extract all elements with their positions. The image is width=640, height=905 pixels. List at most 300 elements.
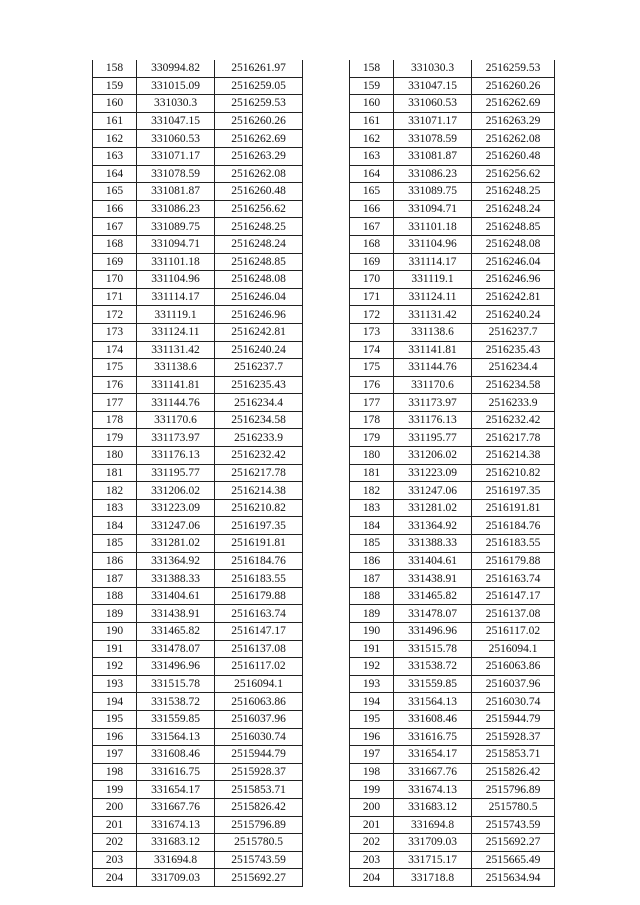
x-coordinate-cell: 331364.92 xyxy=(137,552,215,570)
x-coordinate-cell: 331195.77 xyxy=(137,464,215,482)
table-row xyxy=(93,605,303,623)
y-coordinate-cell: 2516094.1 xyxy=(472,640,555,658)
y-coordinate-cell: 2516217.78 xyxy=(472,429,555,447)
y-coordinate-cell: 2516248.25 xyxy=(472,183,555,201)
point-number-cell: 165 xyxy=(350,183,394,201)
x-coordinate-cell: 331247.06 xyxy=(137,517,215,535)
y-coordinate-cell: 2515928.37 xyxy=(215,763,303,781)
x-coordinate-cell: 331078.59 xyxy=(394,130,472,148)
y-coordinate-cell: 2516248.24 xyxy=(215,235,303,253)
y-coordinate-cell: 2516147.17 xyxy=(472,587,555,605)
y-coordinate-cell: 2516259.53 xyxy=(215,95,303,113)
x-coordinate-cell: 331131.42 xyxy=(137,341,215,359)
table-row xyxy=(93,552,303,570)
table-row xyxy=(350,658,555,676)
y-coordinate-cell: 2516246.96 xyxy=(472,271,555,289)
x-coordinate-cell: 331081.87 xyxy=(137,183,215,201)
y-coordinate-cell: 2515853.71 xyxy=(472,746,555,764)
x-coordinate-cell: 331247.06 xyxy=(394,482,472,500)
y-coordinate-cell: 2516235.43 xyxy=(472,341,555,359)
x-coordinate-cell: 331654.17 xyxy=(137,781,215,799)
x-coordinate-cell: 331141.81 xyxy=(137,376,215,394)
x-coordinate-cell: 331438.91 xyxy=(137,605,215,623)
point-number-cell: 196 xyxy=(350,728,394,746)
point-number-cell: 195 xyxy=(93,710,137,728)
point-number-cell: 159 xyxy=(93,77,137,95)
table-row xyxy=(350,165,555,183)
x-coordinate-cell: 331538.72 xyxy=(394,658,472,676)
point-number-cell: 200 xyxy=(93,798,137,816)
y-coordinate-cell: 2515826.42 xyxy=(472,763,555,781)
y-coordinate-cell: 2516214.38 xyxy=(215,482,303,500)
point-number-cell: 197 xyxy=(93,746,137,764)
table-row xyxy=(350,464,555,482)
point-number-cell: 170 xyxy=(350,271,394,289)
y-coordinate-cell: 2516197.35 xyxy=(215,517,303,535)
x-coordinate-cell: 331206.02 xyxy=(137,482,215,500)
point-number-cell: 190 xyxy=(350,623,394,641)
y-coordinate-cell: 2516234.58 xyxy=(472,376,555,394)
table-row xyxy=(350,587,555,605)
point-number-cell: 184 xyxy=(350,517,394,535)
y-coordinate-cell: 2516233.9 xyxy=(215,429,303,447)
x-coordinate-cell: 331015.09 xyxy=(137,77,215,95)
y-coordinate-cell: 2516248.24 xyxy=(472,200,555,218)
x-coordinate-cell: 331465.82 xyxy=(394,587,472,605)
table-row xyxy=(350,411,555,429)
table-row xyxy=(93,746,303,764)
x-coordinate-cell: 331086.23 xyxy=(394,165,472,183)
x-coordinate-cell: 331081.87 xyxy=(394,147,472,165)
x-coordinate-cell: 331060.53 xyxy=(394,95,472,113)
y-coordinate-cell: 2515796.89 xyxy=(215,816,303,834)
point-number-cell: 158 xyxy=(93,60,137,77)
table-row xyxy=(93,60,303,77)
table-row xyxy=(93,658,303,676)
x-coordinate-cell: 331138.6 xyxy=(394,323,472,341)
y-coordinate-cell: 2516197.35 xyxy=(472,482,555,500)
table-row xyxy=(350,341,555,359)
point-number-cell: 194 xyxy=(93,693,137,711)
point-number-cell: 167 xyxy=(93,218,137,236)
y-coordinate-cell: 2516242.81 xyxy=(472,288,555,306)
x-coordinate-cell: 331101.18 xyxy=(137,253,215,271)
table-row xyxy=(350,253,555,271)
point-number-cell: 182 xyxy=(93,482,137,500)
table-row xyxy=(93,359,303,377)
y-coordinate-cell: 2516260.48 xyxy=(472,147,555,165)
point-number-cell: 163 xyxy=(350,147,394,165)
table-row xyxy=(350,95,555,113)
x-coordinate-cell: 331078.59 xyxy=(137,165,215,183)
table-row xyxy=(350,570,555,588)
point-number-cell: 161 xyxy=(350,112,394,130)
table-row xyxy=(350,130,555,148)
x-coordinate-cell: 331104.96 xyxy=(137,271,215,289)
point-number-cell: 194 xyxy=(350,693,394,711)
table-row xyxy=(93,816,303,834)
table-row xyxy=(350,816,555,834)
table-row xyxy=(93,130,303,148)
point-number-cell: 163 xyxy=(93,147,137,165)
table-row xyxy=(350,499,555,517)
table-row xyxy=(93,95,303,113)
table-row xyxy=(350,798,555,816)
x-coordinate-cell: 331608.46 xyxy=(137,746,215,764)
point-number-cell: 192 xyxy=(93,658,137,676)
y-coordinate-cell: 2516263.29 xyxy=(215,147,303,165)
table-row xyxy=(93,798,303,816)
x-coordinate-cell: 331094.71 xyxy=(394,200,472,218)
point-number-cell: 164 xyxy=(93,165,137,183)
y-coordinate-cell: 2515944.79 xyxy=(472,710,555,728)
x-coordinate-cell: 331071.17 xyxy=(394,112,472,130)
y-coordinate-cell: 2516183.55 xyxy=(215,570,303,588)
table-row xyxy=(93,165,303,183)
point-number-cell: 177 xyxy=(93,394,137,412)
point-number-cell: 199 xyxy=(350,781,394,799)
x-coordinate-cell: 331616.75 xyxy=(394,728,472,746)
x-coordinate-cell: 331173.97 xyxy=(394,394,472,412)
point-number-cell: 195 xyxy=(350,710,394,728)
y-coordinate-cell: 2516246.96 xyxy=(215,306,303,324)
y-coordinate-cell: 2516256.62 xyxy=(215,200,303,218)
point-number-cell: 201 xyxy=(350,816,394,834)
y-coordinate-cell: 2515928.37 xyxy=(472,728,555,746)
point-number-cell: 193 xyxy=(350,675,394,693)
table-row xyxy=(93,710,303,728)
y-coordinate-cell: 2516261.97 xyxy=(215,60,303,77)
table-row xyxy=(350,447,555,465)
x-coordinate-cell: 331496.96 xyxy=(137,658,215,676)
x-coordinate-cell: 331364.92 xyxy=(394,517,472,535)
table-row xyxy=(350,323,555,341)
table-row xyxy=(93,235,303,253)
y-coordinate-cell: 2515743.59 xyxy=(472,816,555,834)
x-coordinate-cell: 331223.09 xyxy=(394,464,472,482)
y-coordinate-cell: 2516256.62 xyxy=(472,165,555,183)
point-number-cell: 174 xyxy=(350,341,394,359)
point-number-cell: 200 xyxy=(350,798,394,816)
point-number-cell: 162 xyxy=(350,130,394,148)
table-row xyxy=(93,323,303,341)
x-coordinate-cell: 331206.02 xyxy=(394,447,472,465)
table-row xyxy=(350,517,555,535)
y-coordinate-cell: 2516232.42 xyxy=(472,411,555,429)
table-row xyxy=(350,218,555,236)
x-coordinate-cell: 331089.75 xyxy=(137,218,215,236)
point-number-cell: 176 xyxy=(350,376,394,394)
point-number-cell: 184 xyxy=(93,517,137,535)
table-row xyxy=(350,376,555,394)
y-coordinate-cell: 2516037.96 xyxy=(472,675,555,693)
x-coordinate-cell: 331138.6 xyxy=(137,359,215,377)
y-coordinate-cell: 2516248.08 xyxy=(472,235,555,253)
point-number-cell: 182 xyxy=(350,482,394,500)
point-number-cell: 175 xyxy=(350,359,394,377)
y-coordinate-cell: 2516191.81 xyxy=(472,499,555,517)
table-row xyxy=(350,728,555,746)
point-number-cell: 188 xyxy=(350,587,394,605)
y-coordinate-cell: 2516163.74 xyxy=(472,570,555,588)
table-row xyxy=(93,376,303,394)
point-number-cell: 188 xyxy=(93,587,137,605)
x-coordinate-cell: 331683.12 xyxy=(394,798,472,816)
table-row xyxy=(93,200,303,218)
table-row xyxy=(93,464,303,482)
point-number-cell: 181 xyxy=(93,464,137,482)
x-coordinate-cell: 331141.81 xyxy=(394,341,472,359)
x-coordinate-cell: 331030.3 xyxy=(394,60,472,77)
y-coordinate-cell: 2516184.76 xyxy=(472,517,555,535)
table-row xyxy=(93,394,303,412)
table-row xyxy=(350,60,555,77)
point-number-cell: 176 xyxy=(93,376,137,394)
y-coordinate-cell: 2516117.02 xyxy=(472,623,555,641)
point-number-cell: 166 xyxy=(93,200,137,218)
table-row xyxy=(350,147,555,165)
x-coordinate-cell: 331101.18 xyxy=(394,218,472,236)
point-number-cell: 171 xyxy=(93,288,137,306)
table-row xyxy=(350,710,555,728)
table-row xyxy=(93,623,303,641)
x-coordinate-cell: 331608.46 xyxy=(394,710,472,728)
x-coordinate-cell: 331173.97 xyxy=(137,429,215,447)
table-row xyxy=(350,675,555,693)
point-number-cell: 190 xyxy=(93,623,137,641)
table-row xyxy=(93,341,303,359)
y-coordinate-cell: 2516248.25 xyxy=(215,218,303,236)
table-row xyxy=(350,77,555,95)
table-row xyxy=(350,781,555,799)
point-number-cell: 180 xyxy=(350,447,394,465)
y-coordinate-cell: 2516248.08 xyxy=(215,271,303,289)
x-coordinate-cell: 331715.17 xyxy=(394,851,472,869)
x-coordinate-cell: 331281.02 xyxy=(137,535,215,553)
y-coordinate-cell: 2516117.02 xyxy=(215,658,303,676)
x-coordinate-cell: 331404.61 xyxy=(394,552,472,570)
table-row xyxy=(350,869,555,887)
x-coordinate-cell: 331089.75 xyxy=(394,183,472,201)
y-coordinate-cell: 2515634.94 xyxy=(472,869,555,887)
x-coordinate-cell: 331170.6 xyxy=(394,376,472,394)
y-coordinate-cell: 2516248.85 xyxy=(472,218,555,236)
x-coordinate-cell: 331674.13 xyxy=(394,781,472,799)
x-coordinate-cell: 331114.17 xyxy=(394,253,472,271)
x-coordinate-cell: 331538.72 xyxy=(137,693,215,711)
x-coordinate-cell: 331104.96 xyxy=(394,235,472,253)
point-number-cell: 203 xyxy=(350,851,394,869)
y-coordinate-cell: 2516137.08 xyxy=(215,640,303,658)
table-row xyxy=(350,288,555,306)
y-coordinate-cell: 2515944.79 xyxy=(215,746,303,764)
point-number-cell: 185 xyxy=(350,535,394,553)
y-coordinate-cell: 2516260.26 xyxy=(215,112,303,130)
x-coordinate-cell: 331223.09 xyxy=(137,499,215,517)
table-row xyxy=(350,623,555,641)
table-row xyxy=(93,147,303,165)
point-number-cell: 164 xyxy=(350,165,394,183)
point-number-cell: 165 xyxy=(93,183,137,201)
point-number-cell: 175 xyxy=(93,359,137,377)
y-coordinate-cell: 2516094.1 xyxy=(215,675,303,693)
y-coordinate-cell: 2516259.05 xyxy=(215,77,303,95)
table-row xyxy=(93,112,303,130)
x-coordinate-cell: 331060.53 xyxy=(137,130,215,148)
table-row xyxy=(350,429,555,447)
y-coordinate-cell: 2516234.58 xyxy=(215,411,303,429)
y-coordinate-cell: 2516240.24 xyxy=(472,306,555,324)
table-row xyxy=(93,517,303,535)
point-number-cell: 202 xyxy=(93,834,137,852)
point-number-cell: 173 xyxy=(350,323,394,341)
x-coordinate-cell: 330994.82 xyxy=(137,60,215,77)
y-coordinate-cell: 2515692.27 xyxy=(215,869,303,887)
x-coordinate-cell: 331718.8 xyxy=(394,869,472,887)
table-row xyxy=(350,394,555,412)
x-coordinate-cell: 331674.13 xyxy=(137,816,215,834)
x-coordinate-cell: 331496.96 xyxy=(394,623,472,641)
x-coordinate-cell: 331047.15 xyxy=(137,112,215,130)
x-coordinate-cell: 331119.1 xyxy=(394,271,472,289)
table-row xyxy=(93,447,303,465)
table-row xyxy=(93,834,303,852)
point-number-cell: 191 xyxy=(93,640,137,658)
point-number-cell: 196 xyxy=(93,728,137,746)
y-coordinate-cell: 2516234.4 xyxy=(215,394,303,412)
point-number-cell: 172 xyxy=(350,306,394,324)
y-coordinate-cell: 2516214.38 xyxy=(472,447,555,465)
x-coordinate-cell: 331683.12 xyxy=(137,834,215,852)
x-coordinate-cell: 331281.02 xyxy=(394,499,472,517)
point-number-cell: 183 xyxy=(350,499,394,517)
y-coordinate-cell: 2516240.24 xyxy=(215,341,303,359)
y-coordinate-cell: 2516210.82 xyxy=(215,499,303,517)
y-coordinate-cell: 2516191.81 xyxy=(215,535,303,553)
x-coordinate-cell: 331438.91 xyxy=(394,570,472,588)
point-number-cell: 173 xyxy=(93,323,137,341)
x-coordinate-cell: 331667.76 xyxy=(394,763,472,781)
y-coordinate-cell: 2516183.55 xyxy=(472,535,555,553)
x-coordinate-cell: 331119.1 xyxy=(137,306,215,324)
table-row xyxy=(93,77,303,95)
table-row xyxy=(93,675,303,693)
x-coordinate-cell: 331144.76 xyxy=(137,394,215,412)
point-number-cell: 191 xyxy=(350,640,394,658)
coordinate-table-left xyxy=(92,60,303,887)
y-coordinate-cell: 2515743.59 xyxy=(215,851,303,869)
x-coordinate-cell: 331694.8 xyxy=(137,851,215,869)
table-row xyxy=(93,728,303,746)
x-coordinate-cell: 331195.77 xyxy=(394,429,472,447)
y-coordinate-cell: 2516232.42 xyxy=(215,447,303,465)
x-coordinate-cell: 331131.42 xyxy=(394,306,472,324)
table-row xyxy=(93,499,303,517)
table-row xyxy=(350,200,555,218)
table-row xyxy=(93,535,303,553)
point-number-cell: 198 xyxy=(93,763,137,781)
coordinate-table-right xyxy=(349,60,555,887)
point-number-cell: 186 xyxy=(350,552,394,570)
y-coordinate-cell: 2516179.88 xyxy=(215,587,303,605)
point-number-cell: 161 xyxy=(93,112,137,130)
x-coordinate-cell: 331564.13 xyxy=(394,693,472,711)
table-row xyxy=(93,429,303,447)
y-coordinate-cell: 2516137.08 xyxy=(472,605,555,623)
table-row xyxy=(350,640,555,658)
table-row xyxy=(93,869,303,887)
x-coordinate-cell: 331030.3 xyxy=(137,95,215,113)
point-number-cell: 174 xyxy=(93,341,137,359)
point-number-cell: 179 xyxy=(350,429,394,447)
y-coordinate-cell: 2516179.88 xyxy=(472,552,555,570)
table-row xyxy=(93,640,303,658)
x-coordinate-cell: 331124.11 xyxy=(137,323,215,341)
point-number-cell: 160 xyxy=(93,95,137,113)
y-coordinate-cell: 2515665.49 xyxy=(472,851,555,869)
point-number-cell: 193 xyxy=(93,675,137,693)
x-coordinate-cell: 331694.8 xyxy=(394,816,472,834)
y-coordinate-cell: 2515796.89 xyxy=(472,781,555,799)
table-row xyxy=(93,411,303,429)
x-coordinate-cell: 331086.23 xyxy=(137,200,215,218)
y-coordinate-cell: 2516235.43 xyxy=(215,376,303,394)
table-row xyxy=(93,218,303,236)
point-number-cell: 198 xyxy=(350,763,394,781)
point-number-cell: 178 xyxy=(93,411,137,429)
table-row xyxy=(93,482,303,500)
x-coordinate-cell: 331465.82 xyxy=(137,623,215,641)
table-row xyxy=(93,587,303,605)
table-row xyxy=(350,693,555,711)
x-coordinate-cell: 331124.11 xyxy=(394,288,472,306)
point-number-cell: 167 xyxy=(350,218,394,236)
table-row xyxy=(350,746,555,764)
coordinate-table-right-body xyxy=(350,60,555,886)
table-row xyxy=(350,482,555,500)
table-row xyxy=(350,535,555,553)
table-row xyxy=(93,781,303,799)
y-coordinate-cell: 2516217.78 xyxy=(215,464,303,482)
table-row xyxy=(93,693,303,711)
table-row xyxy=(350,552,555,570)
y-coordinate-cell: 2516063.86 xyxy=(472,658,555,676)
point-number-cell: 202 xyxy=(350,834,394,852)
point-number-cell: 162 xyxy=(93,130,137,148)
y-coordinate-cell: 2515692.27 xyxy=(472,834,555,852)
x-coordinate-cell: 331144.76 xyxy=(394,359,472,377)
x-coordinate-cell: 331559.85 xyxy=(394,675,472,693)
x-coordinate-cell: 331559.85 xyxy=(137,710,215,728)
table-row xyxy=(350,183,555,201)
point-number-cell: 187 xyxy=(350,570,394,588)
point-number-cell: 166 xyxy=(350,200,394,218)
table-row xyxy=(350,359,555,377)
y-coordinate-cell: 2516063.86 xyxy=(215,693,303,711)
y-coordinate-cell: 2516263.29 xyxy=(472,112,555,130)
x-coordinate-cell: 331047.15 xyxy=(394,77,472,95)
y-coordinate-cell: 2516242.81 xyxy=(215,323,303,341)
x-coordinate-cell: 331616.75 xyxy=(137,763,215,781)
y-coordinate-cell: 2516234.4 xyxy=(472,359,555,377)
point-number-cell: 204 xyxy=(93,869,137,887)
table-row xyxy=(93,288,303,306)
point-number-cell: 187 xyxy=(93,570,137,588)
point-number-cell: 203 xyxy=(93,851,137,869)
point-number-cell: 185 xyxy=(93,535,137,553)
y-coordinate-cell: 2516037.96 xyxy=(215,710,303,728)
y-coordinate-cell: 2516237.7 xyxy=(215,359,303,377)
